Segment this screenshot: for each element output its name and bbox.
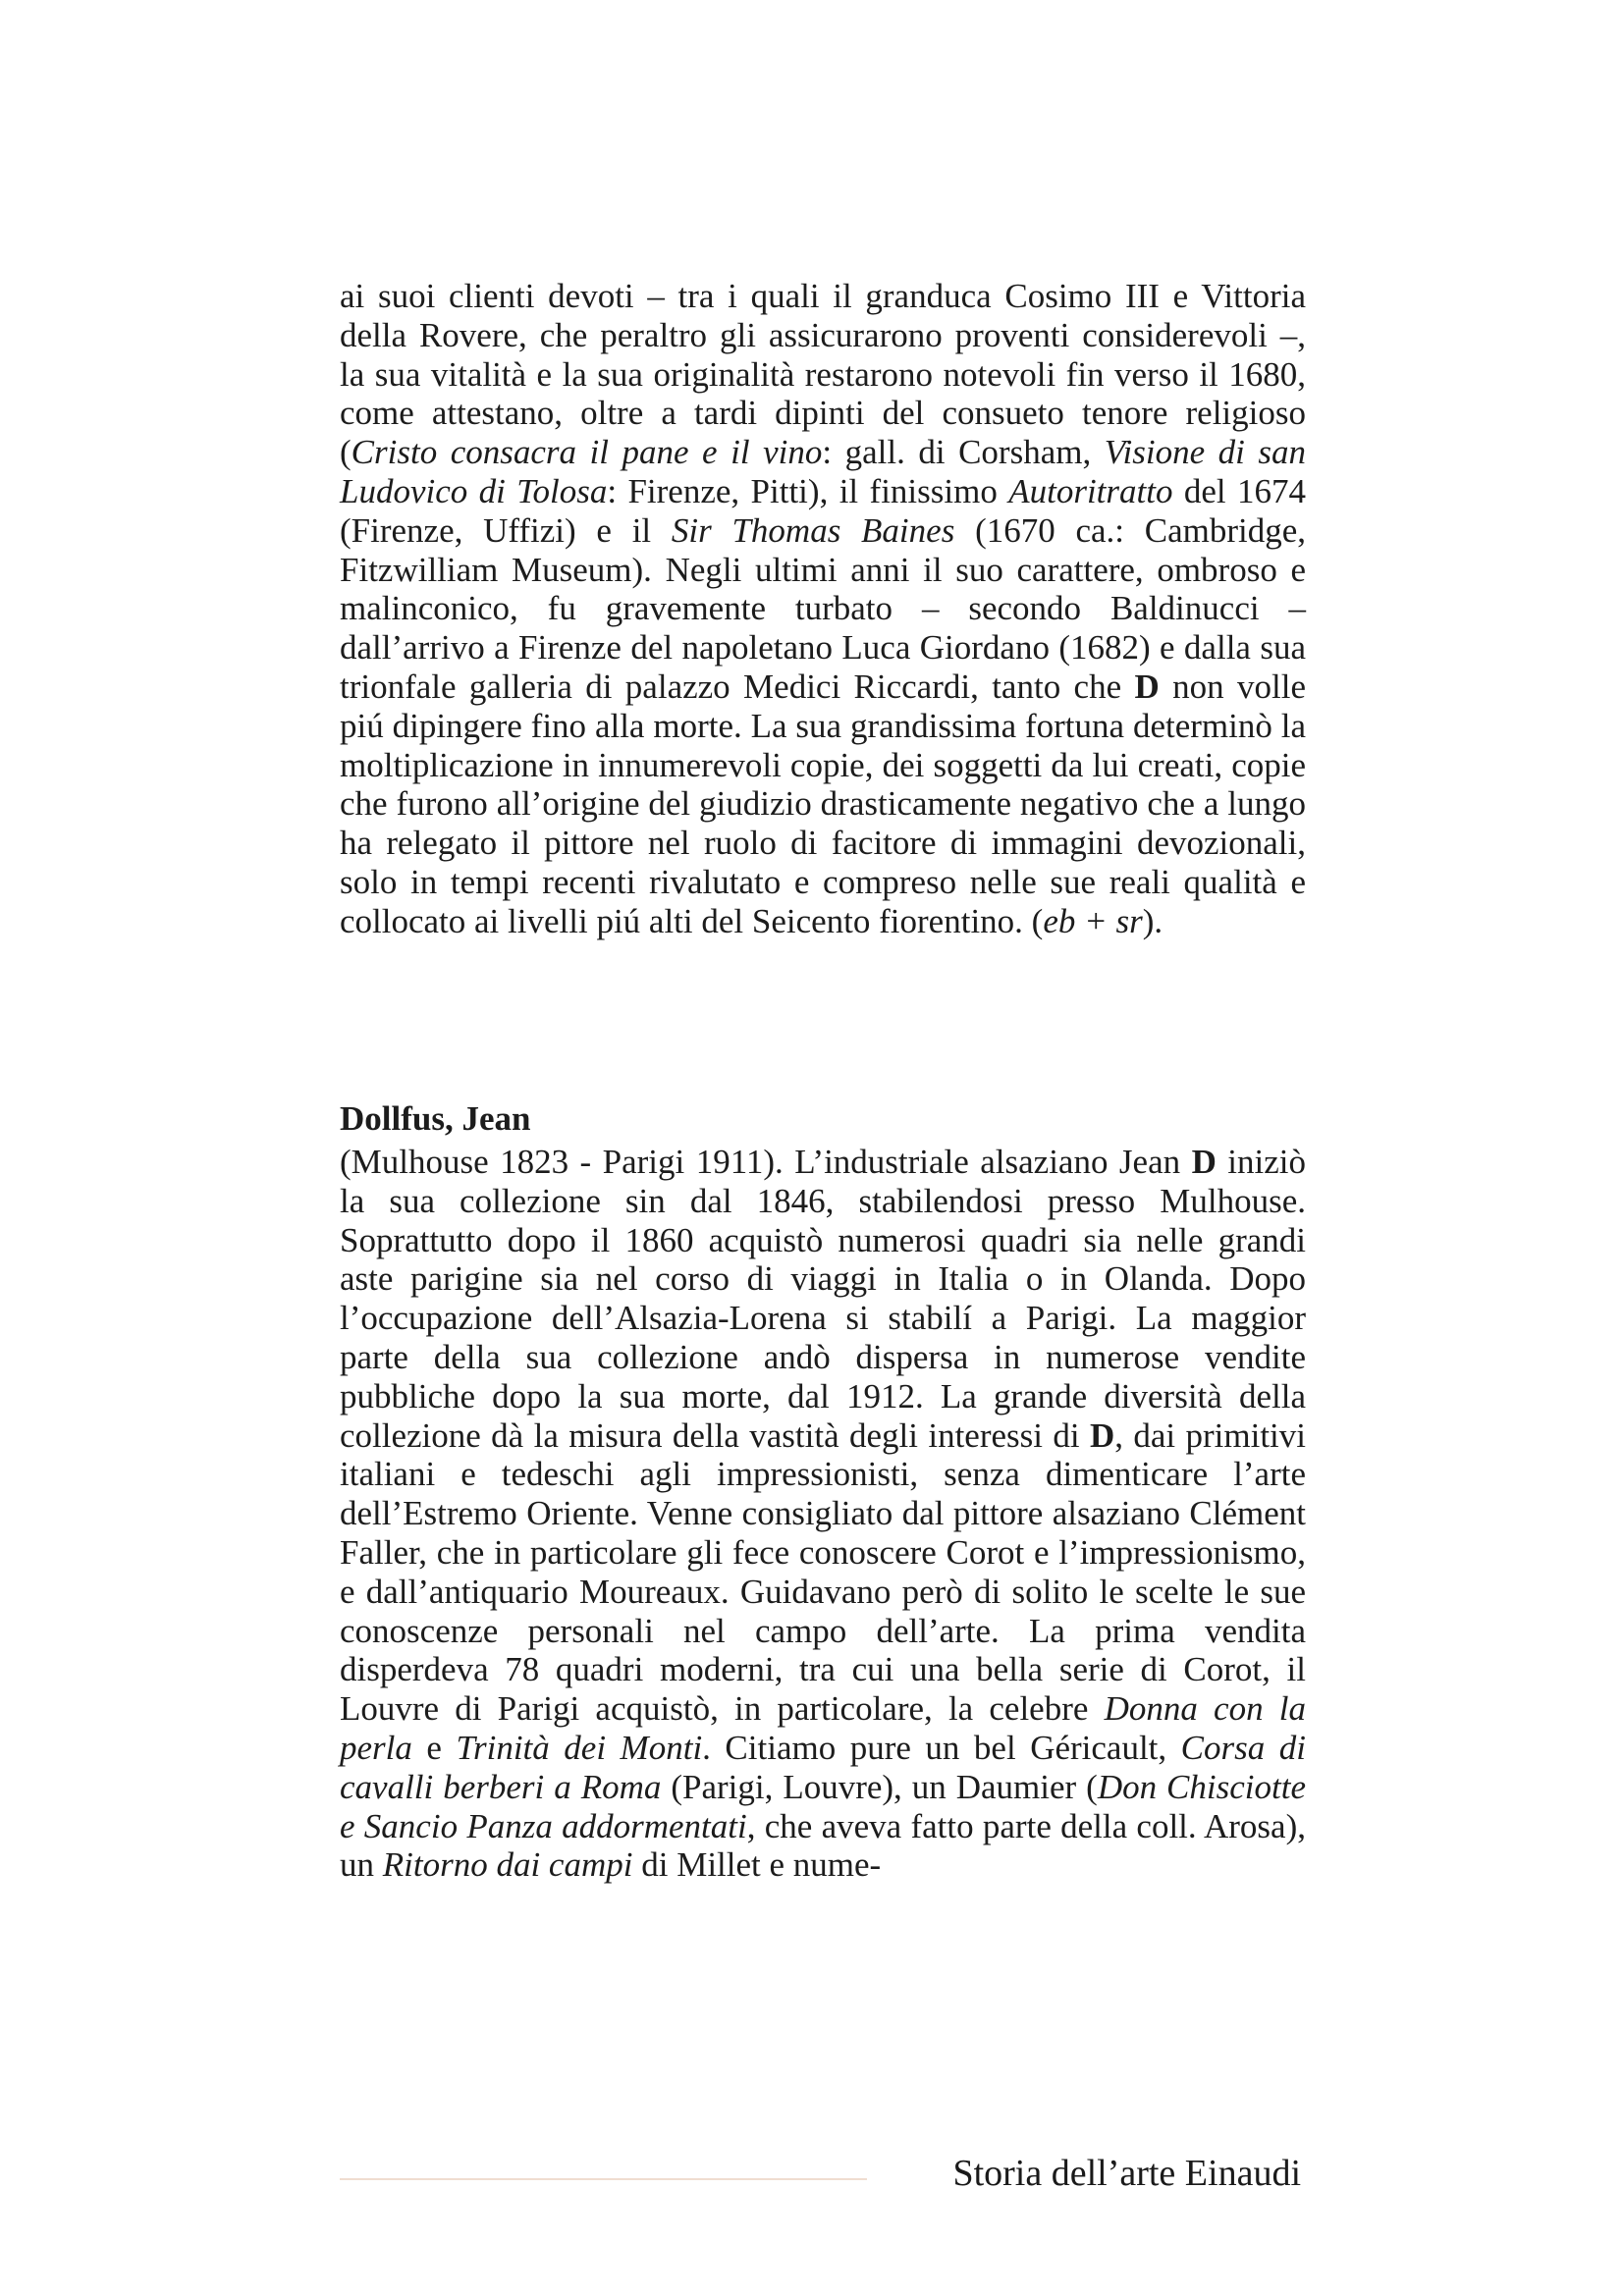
text-run: non volle piú dipingere fino alla morte. La sua grandissima fortuna determinò la moltiplicazione in innumerevoli copie, dei soggetti da lui creati, copie che furono all’origine del giudizio drasticamente negativo che a lungo ha relegato il pittore nel ruolo di facitore di immagini devozionali, solo in tempi recenti rivalutato e compreso nelle sue reali qualità e collocato ai livelli piú alti del Seicento fiorentino. (: [340, 667, 1306, 940]
text-run: (Parigi, Louvre), un Daumier (: [661, 1767, 1098, 1806]
artwork-title: Sir Thomas Baines: [671, 510, 955, 550]
text-run: : Firenze, Pitti), il finissimo: [607, 471, 1009, 510]
artwork-title: Visione di san Ludovico di Tolosa: [340, 433, 1307, 510]
footer-publication-title: Storia dell’arte Einaudi: [952, 2153, 1301, 2194]
text-run: : gall. di Corsham,: [822, 433, 1105, 472]
text-run: , che aveva fatto parte della coll. Arosa), un: [340, 1806, 1306, 1885]
subject-initial: D: [1089, 1415, 1115, 1455]
artwork-title: Autoritratto: [1008, 471, 1173, 510]
text-run: (1670 ca.: Cambridge, Fitzwilliam Museum). Negli ultimi anni il suo carattere, ombroso e malinconico, fu gravemente turbato – secondo Baldinucci – dall’arrivo a Firenze del napoletano Luca Giordano (1682) e dalla sua trionfale galleria di palazzo Medici Riccardi, tanto che: [340, 510, 1307, 706]
entry-heading: Dollfus, Jean: [340, 1099, 531, 1138]
text-run: . Citiamo pure un bel Géricault,: [702, 1728, 1181, 1767]
subject-initial: D: [1191, 1143, 1217, 1181]
paragraph-continued: [340, 277, 1306, 941]
text-run: (Mulhouse 1823 - Parigi 1911). L’industriale alsaziano Jean: [340, 1143, 1192, 1181]
paragraph-text: [340, 277, 1306, 941]
text-run: di Millet e nume-: [632, 1845, 882, 1885]
artwork-title: Corsa di cavalli berberi a Roma: [340, 1728, 1306, 1806]
text-run: iniziò la sua collezione sin dal 1846, stabilendosi presso Mulhouse. Soprattutto dopo il 1860 acquistò numerosi quadri sia nelle grandi aste parigine sia nel corso di viaggi in Italia o in Olanda. Dopo l’occupazione dell’Alsazia-Lorena si stabilí a Parigi. La maggior parte della sua collezione andò dispersa in numerose vendite pubbliche dopo la sua morte, dal 1912. La grande diversità della collezione dà la misura della vastità degli interessi di: [340, 1143, 1306, 1455]
entry-body: [340, 1143, 1306, 1885]
artwork-title: Cristo consacra il pane e il vino: [351, 433, 823, 472]
subject-initial: D: [1134, 667, 1160, 706]
artwork-title: Don Chisciotte e Sancio Panza addormentati: [340, 1767, 1306, 1845]
artwork-title: Trinità dei Monti: [456, 1728, 703, 1767]
paragraph-text: [340, 1143, 1306, 1885]
footer-divider: [340, 2178, 867, 2180]
text-run: , dai primitivi italiani e tedeschi agli impressionisti, senza dimenticare l’arte dell’Estremo Oriente. Venne consigliato dal pittore alsaziano Clément Faller, che in particolare gli fece conoscere Corot e l’impressionismo, e dall’antiquario Moureaux. Guidavano però di solito le scelte le sue conoscenze personali nel campo dell’arte. La prima vendita disperdeva 78 quadri moderni, tra cui una bella serie di Corot, il Louvre di Parigi acquistò, in particolare, la celebre: [340, 1415, 1306, 1729]
artwork-title: Ritorno dai campi: [382, 1845, 633, 1885]
text-run: del 1674 (Firenze, Uffizi) e il: [340, 471, 1306, 550]
text-run: ).: [1142, 901, 1163, 940]
author-initials: eb + sr: [1043, 901, 1143, 940]
artwork-title: Donna con la perla: [340, 1689, 1306, 1767]
text-run: e: [411, 1728, 457, 1767]
text-run: ai suoi clienti devoti – tra i quali il granduca Cosimo III e Vittoria della Rovere, che peraltro gli assicurarono proventi considerevoli –, la sua vitalità e la sua originalità restarono notevoli fin verso il 1680, come attestano, oltre a tardi dipinti del consueto tenore religioso (: [340, 277, 1306, 472]
